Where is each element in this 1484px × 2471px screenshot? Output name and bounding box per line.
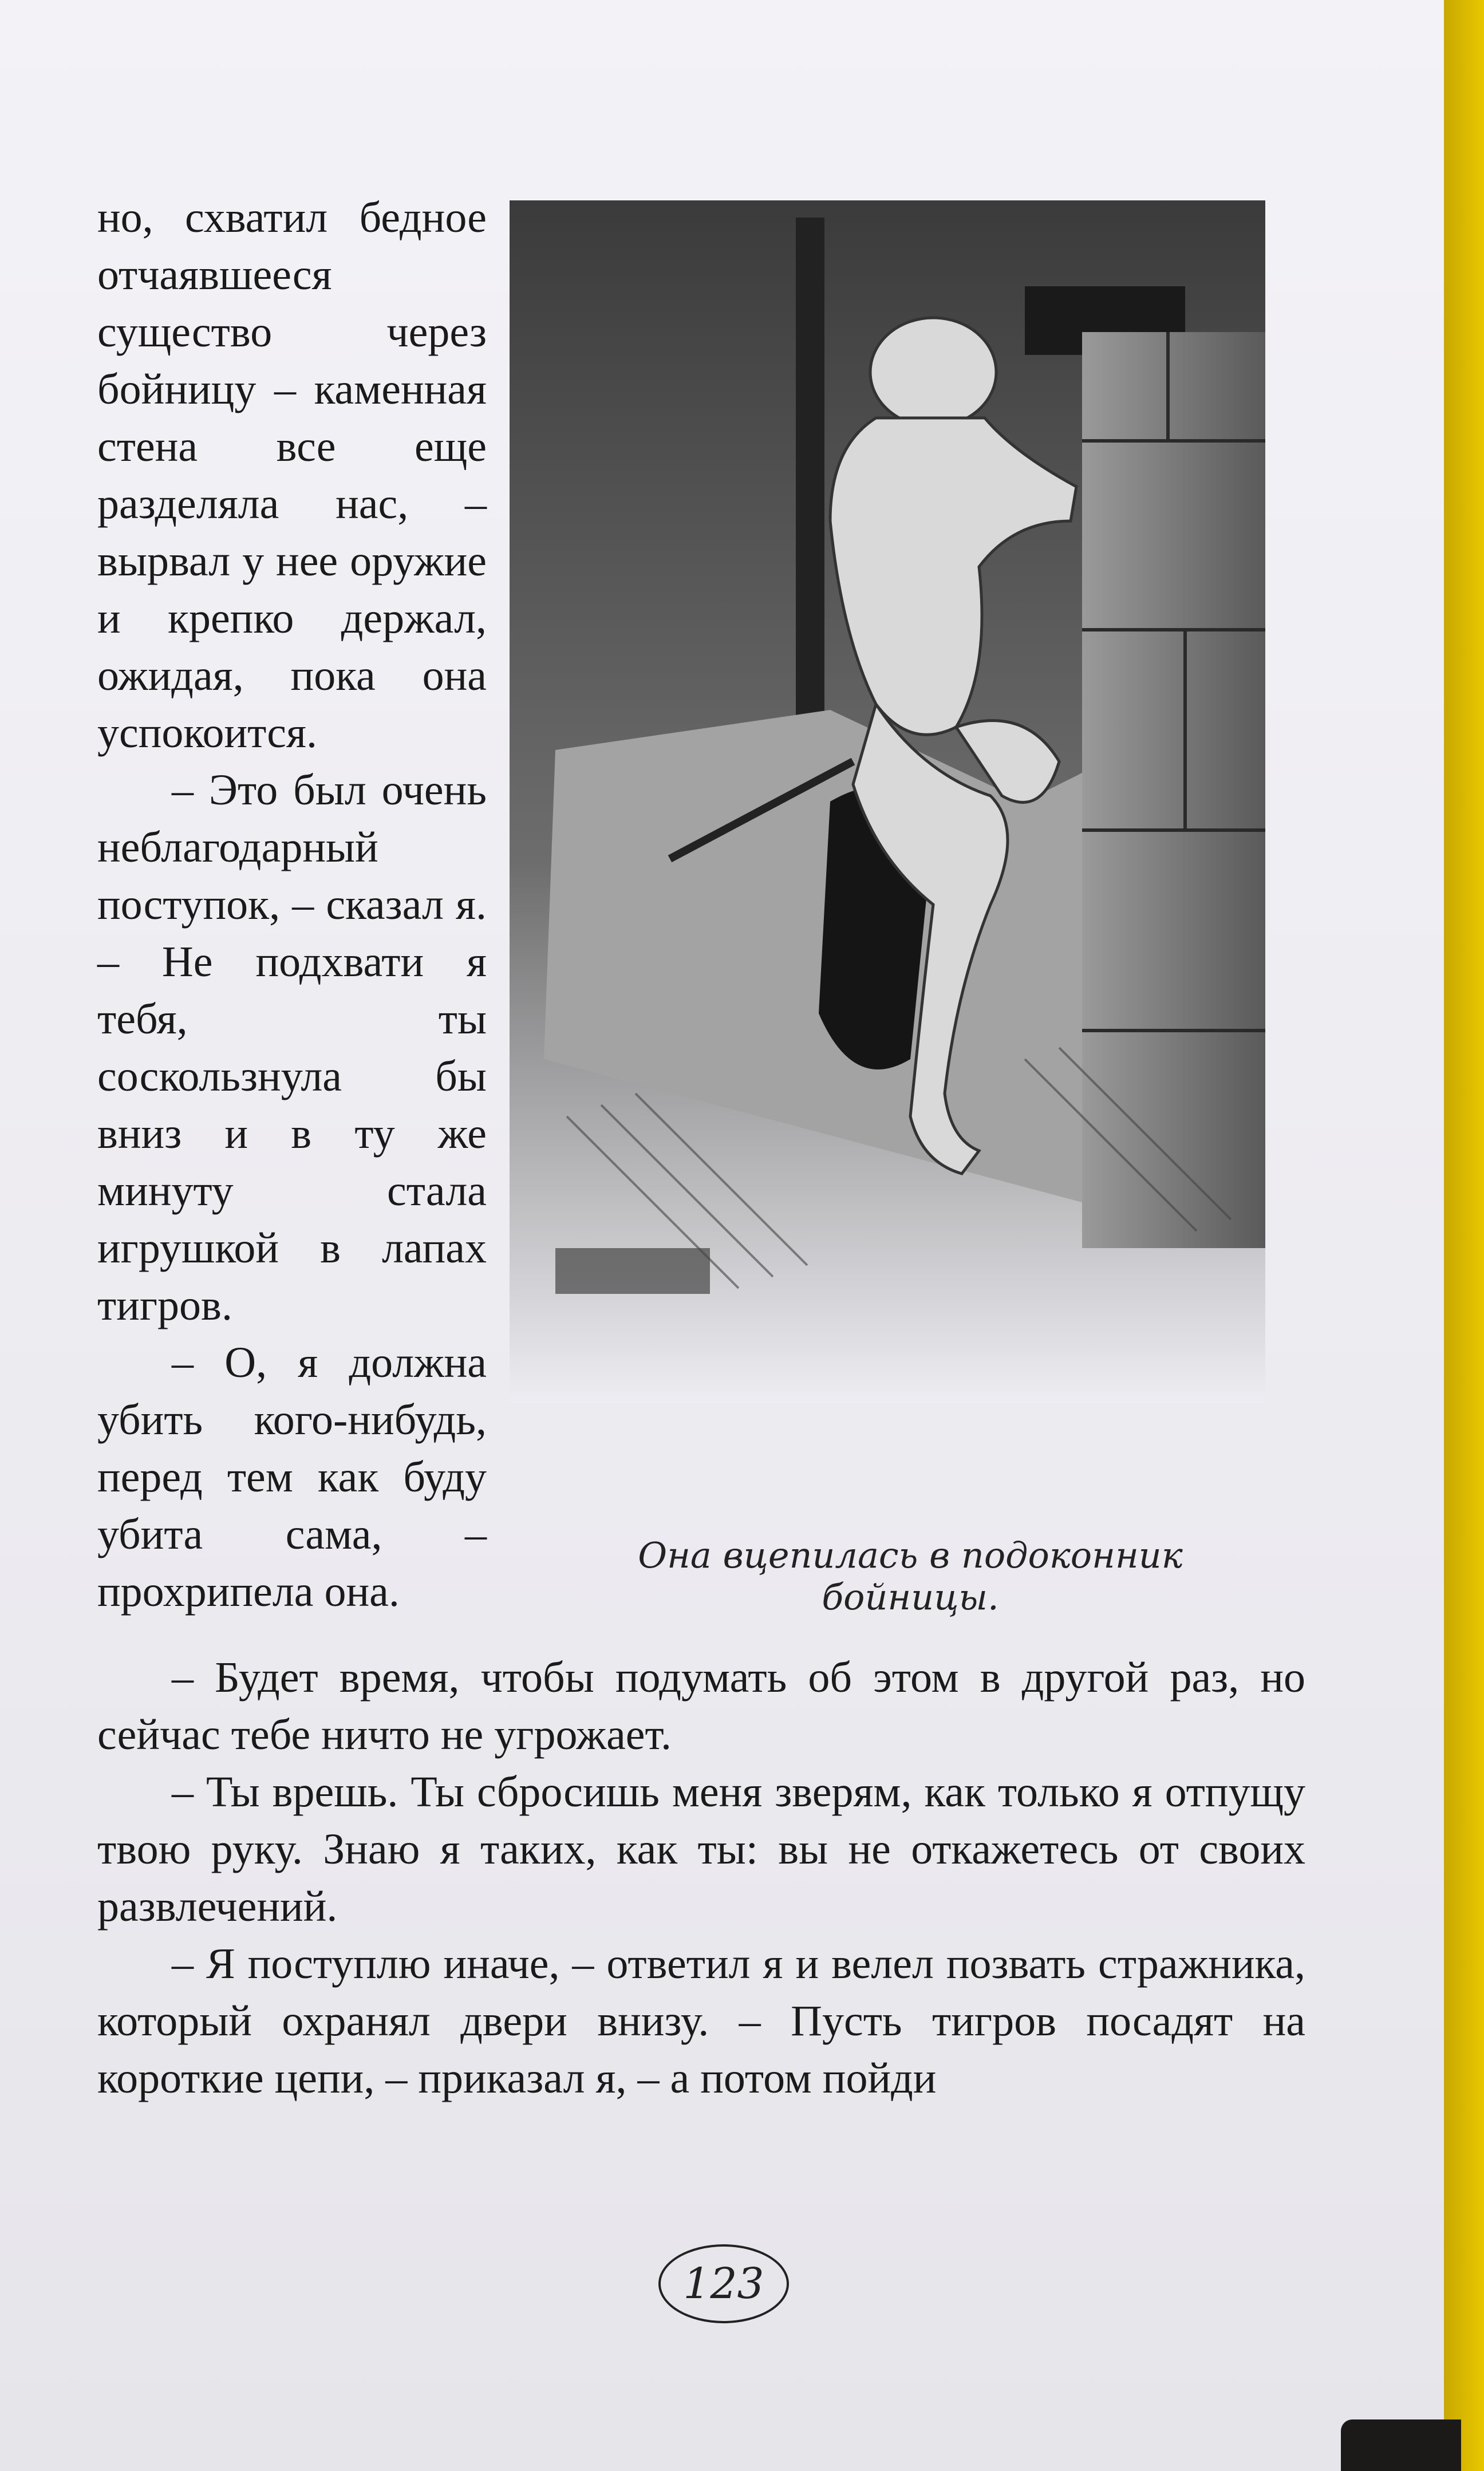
stone-wall bbox=[1082, 332, 1265, 1248]
paragraph: – Я поступлю иначе, – ответил я и велел позвать стражника, который охранял двери внизу. – Пусть тигров посадят на короткие цепи, – приказал я, – а потом пойди bbox=[97, 1940, 1305, 2102]
paragraph: – Будет время, чтобы подумать об этом в другой раз, но сейчас тебе ничто не угрожает. bbox=[97, 1653, 1305, 1759]
page-number: 123 bbox=[658, 2244, 789, 2323]
illustration-caption: Она вцепилась в подоконник бойницы. bbox=[638, 1534, 1183, 1618]
dark-corner bbox=[1341, 2419, 1461, 2471]
full-width-text bbox=[97, 1649, 1305, 2107]
artist-signature-mark bbox=[555, 1248, 710, 1294]
paragraph: – Это был очень неблагодарный поступок, – сказал я. – Не подхвати я тебя, ты соскользнула бы вниз и в ту же минуту стала игрушкой в лапах тигров. bbox=[97, 766, 487, 1329]
paragraph: – Ты врешь. Ты сбросишь меня зверям, как только я отпущу твою руку. Знаю я таких, как ты: вы не откажетесь от своих развлечений. bbox=[97, 1768, 1305, 1931]
paragraph: но, схватил бедное отчаявшееся существо через бойницу – каменная стена все еще разделяла нас, – вырвал у нее оружие и крепко держал, ожидая, пока она успокоится. bbox=[97, 194, 487, 757]
illustration bbox=[510, 200, 1265, 1403]
illustration-drawing bbox=[510, 200, 1265, 1403]
narrow-text-column bbox=[97, 189, 487, 1620]
paragraph: – О, я должна убить кого-нибудь, перед тем как буду убита сама, – прохрипела она. bbox=[97, 1339, 487, 1616]
book-cover-edge bbox=[1444, 0, 1484, 2471]
